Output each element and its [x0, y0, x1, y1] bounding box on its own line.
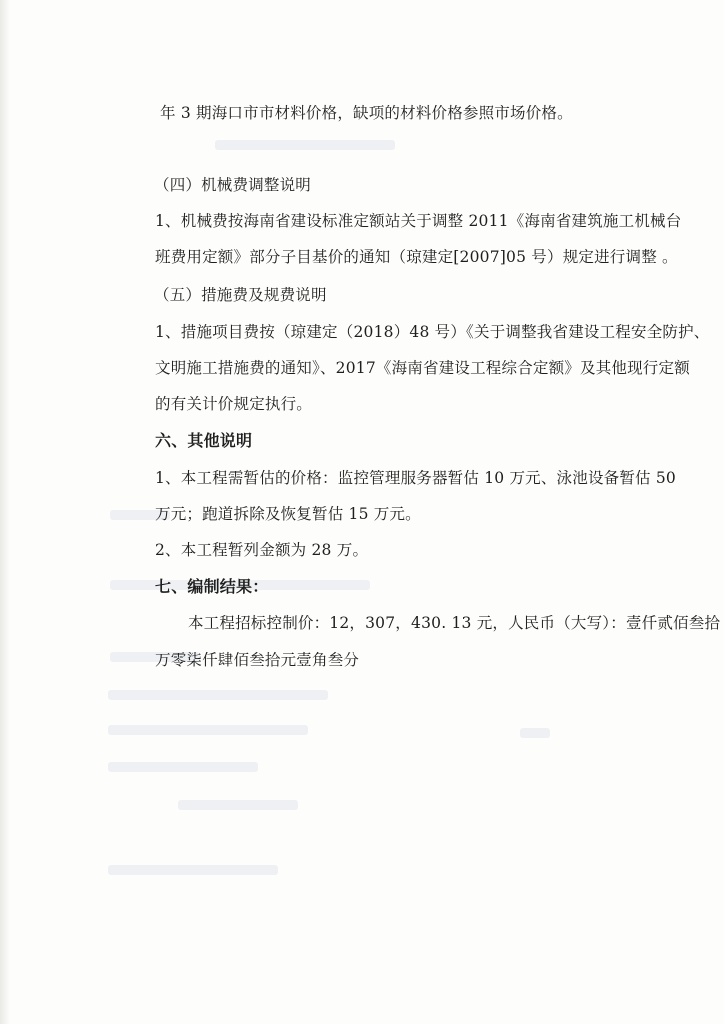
- chapter-heading: 七、编制结果：: [155, 577, 269, 596]
- bleed-through-mark: [178, 800, 298, 810]
- body-line: 年 3 期海口市市材料价格，缺项的材料价格参照市场价格。: [160, 104, 573, 122]
- body-line: 的有关计价规定执行。: [155, 395, 313, 413]
- body-line: 文明施工措施费的通知》、2017《海南省建设工程综合定额》及其他现行定额: [155, 359, 690, 377]
- bleed-through-mark: [108, 690, 328, 700]
- body-line: 1、措施项目费按（琼建定（2018）48 号）《关于调整我省建设工程安全防护、: [155, 323, 710, 341]
- bleed-through-mark: [108, 725, 308, 735]
- section-heading: （五）措施费及规费说明: [154, 286, 327, 304]
- bleed-through-mark: [215, 140, 395, 150]
- body-line: 班费用定额》部分子目基价的通知（琼建定[2007]05 号）规定进行调整 。: [155, 248, 678, 266]
- body-line: 万零柒仟肆佰叁拾元壹角叁分: [155, 651, 360, 669]
- body-line: 1、本工程需暂估的价格：监控管理服务器暂估 10 万元、泳池设备暂估 50: [155, 469, 676, 487]
- body-line: 2、本工程暂列金额为 28 万。: [155, 541, 369, 559]
- scan-edge-shadow: [0, 0, 10, 1024]
- bleed-through-mark: [520, 728, 550, 738]
- body-line: 1、机械费按海南省建设标准定额站关于调整 2011《海南省建筑施工机械台: [155, 212, 682, 230]
- bleed-through-mark: [108, 865, 278, 875]
- body-line: 万元；跑道拆除及恢复暂估 15 万元。: [155, 505, 421, 523]
- chapter-heading: 六、其他说明: [155, 431, 253, 450]
- body-line: 本工程招标控制价：12，307，430. 13 元，人民币（大写）：壹仟贰佰叁拾: [188, 614, 721, 632]
- bleed-through-mark: [108, 762, 258, 772]
- section-heading: （四）机械费调整说明: [154, 176, 312, 194]
